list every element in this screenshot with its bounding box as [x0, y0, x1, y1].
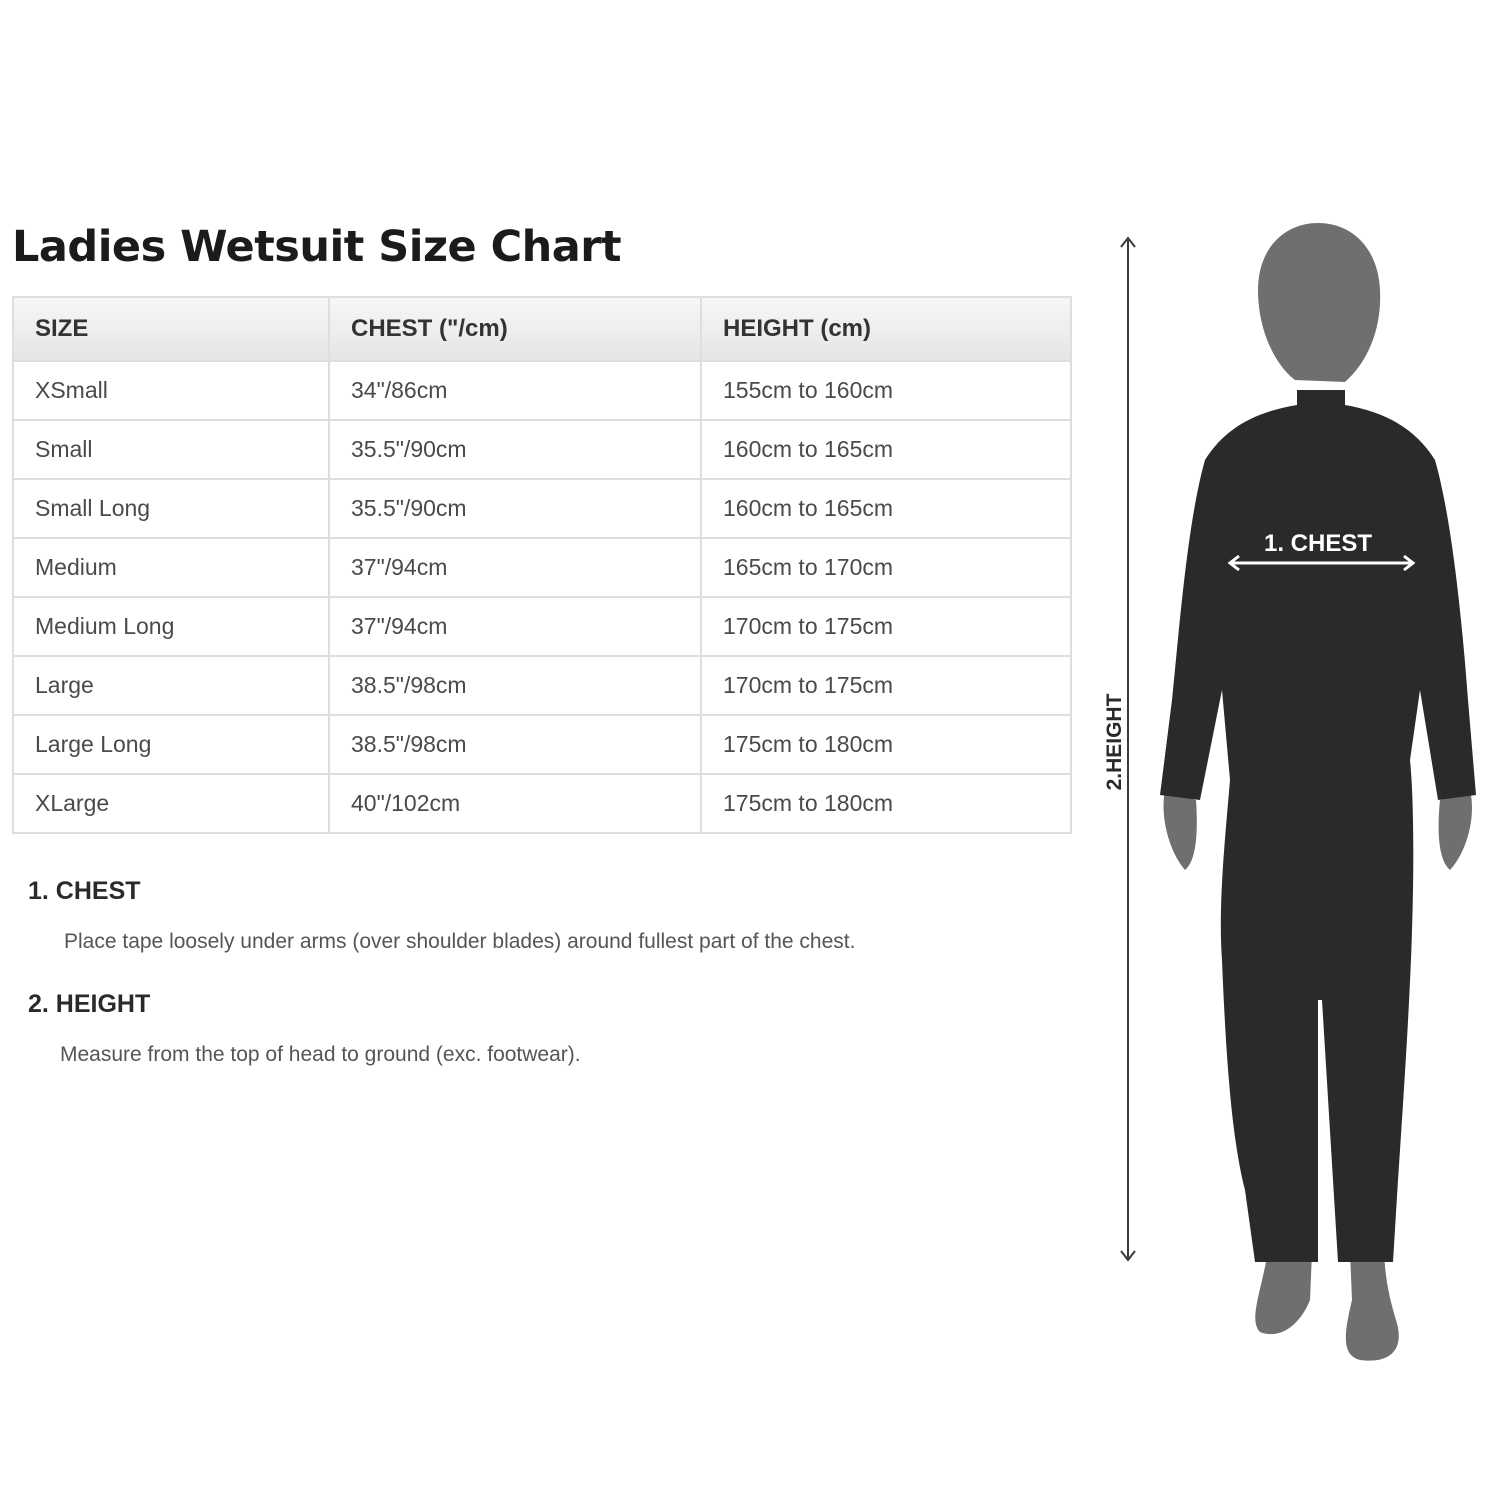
- chest-cell: 38.5"/98cm: [329, 656, 701, 715]
- figure-left-hand: [1164, 790, 1197, 870]
- table-row: [13, 538, 1071, 597]
- size-cell: Large Long: [13, 715, 329, 774]
- size-cell: Small: [13, 420, 329, 479]
- size-cell: Medium Long: [13, 597, 329, 656]
- figure-right-foot: [1346, 1250, 1399, 1361]
- table-header-row: [13, 297, 1071, 361]
- table-row: [13, 715, 1071, 774]
- height-cell: 160cm to 165cm: [701, 420, 1071, 479]
- column-header-size: SIZE: [13, 297, 329, 361]
- height-note-text: Measure from the top of head to ground (exc. footwear).: [60, 1043, 581, 1066]
- size-cell: Small Long: [13, 479, 329, 538]
- body-measurement-figure: [1085, 210, 1500, 1380]
- size-cell: XSmall: [13, 361, 329, 420]
- chest-cell: 38.5"/98cm: [329, 715, 701, 774]
- column-header-chest: CHEST ("/cm): [329, 297, 701, 361]
- figure-right-hand: [1439, 790, 1472, 870]
- height-cell: 170cm to 175cm: [701, 656, 1071, 715]
- chest-note-heading: 1. CHEST: [28, 877, 141, 905]
- height-cell: 160cm to 165cm: [701, 479, 1071, 538]
- table-row: [13, 479, 1071, 538]
- height-cell: 175cm to 180cm: [701, 774, 1071, 833]
- height-label: 2.HEIGHT: [1103, 693, 1126, 791]
- size-cell: XLarge: [13, 774, 329, 833]
- size-table: [12, 296, 1072, 834]
- height-cell: 170cm to 175cm: [701, 597, 1071, 656]
- height-cell: 165cm to 170cm: [701, 538, 1071, 597]
- chest-cell: 34"/86cm: [329, 361, 701, 420]
- column-header-height: HEIGHT (cm): [701, 297, 1071, 361]
- height-cell: 155cm to 160cm: [701, 361, 1071, 420]
- chest-cell: 35.5"/90cm: [329, 420, 701, 479]
- chest-cell: 35.5"/90cm: [329, 479, 701, 538]
- table-row: [13, 656, 1071, 715]
- figure-body: [1160, 390, 1476, 1262]
- table-row: [13, 361, 1071, 420]
- table-row: [13, 597, 1071, 656]
- chest-cell: 37"/94cm: [329, 597, 701, 656]
- table-row: [13, 774, 1071, 833]
- chest-note-text: Place tape loosely under arms (over shoulder blades) around fullest part of the chest.: [64, 930, 856, 953]
- size-cell: Medium: [13, 538, 329, 597]
- page-title: Ladies Wetsuit Size Chart: [12, 222, 622, 272]
- table-row: [13, 420, 1071, 479]
- figure-left-foot: [1255, 1250, 1312, 1334]
- size-cell: Large: [13, 656, 329, 715]
- chest-cell: 37"/94cm: [329, 538, 701, 597]
- figure-head: [1258, 223, 1380, 382]
- chest-cell: 40"/102cm: [329, 774, 701, 833]
- height-cell: 175cm to 180cm: [701, 715, 1071, 774]
- chest-label: 1. CHEST: [1263, 530, 1373, 557]
- height-note-heading: 2. HEIGHT: [28, 990, 151, 1018]
- figure-silhouette: [1160, 223, 1476, 1361]
